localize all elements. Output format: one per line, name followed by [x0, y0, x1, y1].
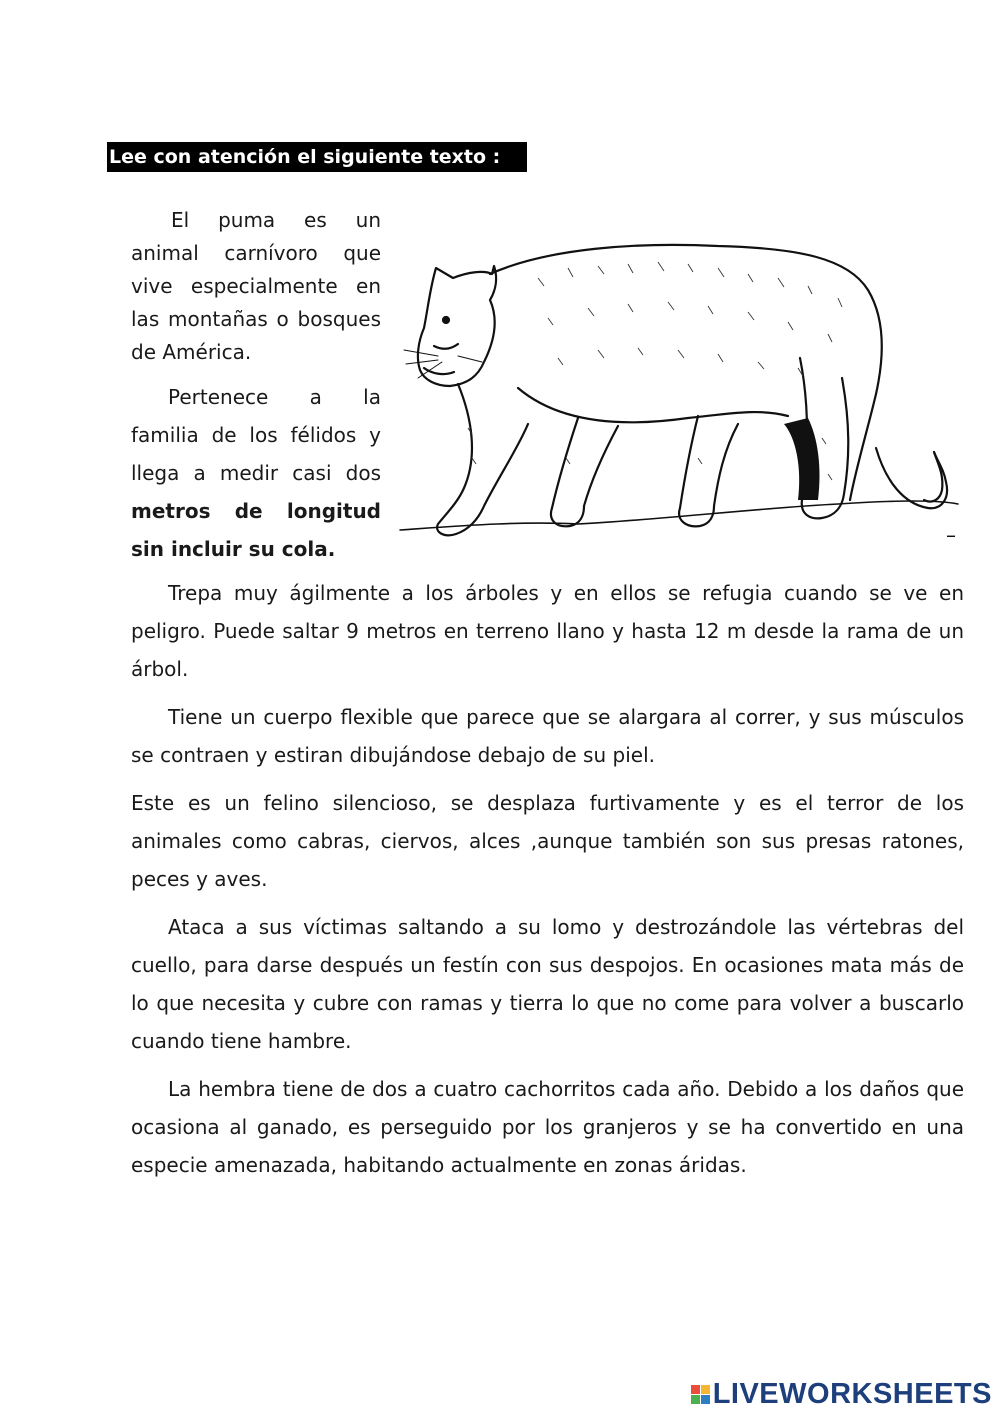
paragraph-body: Tiene un cuerpo flexible que parece que se alargara al correr, y sus músculos se contraen y estiran dibujándose debajo de su piel.: [131, 705, 964, 767]
logo-mark-icon: [691, 1385, 710, 1404]
puma-illustration-icon: [398, 238, 968, 558]
intro-paragraph-2-bold: metros de longitud sin incluir su cola.: [131, 499, 381, 561]
liveworksheets-logo[interactable]: [691, 1378, 992, 1410]
illustration-dash: –: [946, 523, 956, 547]
instruction-heading: Lee con atención el siguiente texto :: [107, 142, 527, 172]
intro-paragraph-2-text: Pertenece a la familia de los félidos y llega a medir casi dos: [131, 385, 381, 485]
intro-text: [131, 204, 381, 568]
paragraph-climb: Trepa muy ágilmente a los árboles y en ellos se refugia cuando se ve en peligro. Puede saltar 9 metros en terreno llano y hasta 12 m desde la rama de un árbol.: [131, 581, 964, 681]
intro-paragraph-2: [131, 378, 381, 568]
paragraph-offspring: La hembra tiene de dos a cuatro cachorritos cada año. Debido a los daños que ocasiona al ganado, es perseguido por los granjeros y se ha convertido en una especie amenazada, habitando actualmente en zonas áridas.: [131, 1077, 964, 1177]
logo-text: LIVEWORKSHEETS: [712, 1377, 992, 1410]
paragraph-attack: Ataca a sus víctimas saltando a su lomo y destrozándole las vértebras del cuello, para darse después un festín con sus despojos. En ocasiones mata más de lo que necesita y cubre con ramas y tierra lo que no come para volver a buscarlo cuando tiene hambre.: [131, 915, 964, 1053]
paragraph-prey: Este es un felino silencioso, se desplaza furtivamente y es el terror de los animales como cabras, ciervos, alces ,aunque también son sus presas ratones, peces y aves.: [131, 791, 964, 891]
body-text: [131, 574, 964, 1194]
intro-paragraph-1: El puma es un animal carnívoro que vive especialmente en las montañas o bosques de América.: [131, 208, 381, 364]
